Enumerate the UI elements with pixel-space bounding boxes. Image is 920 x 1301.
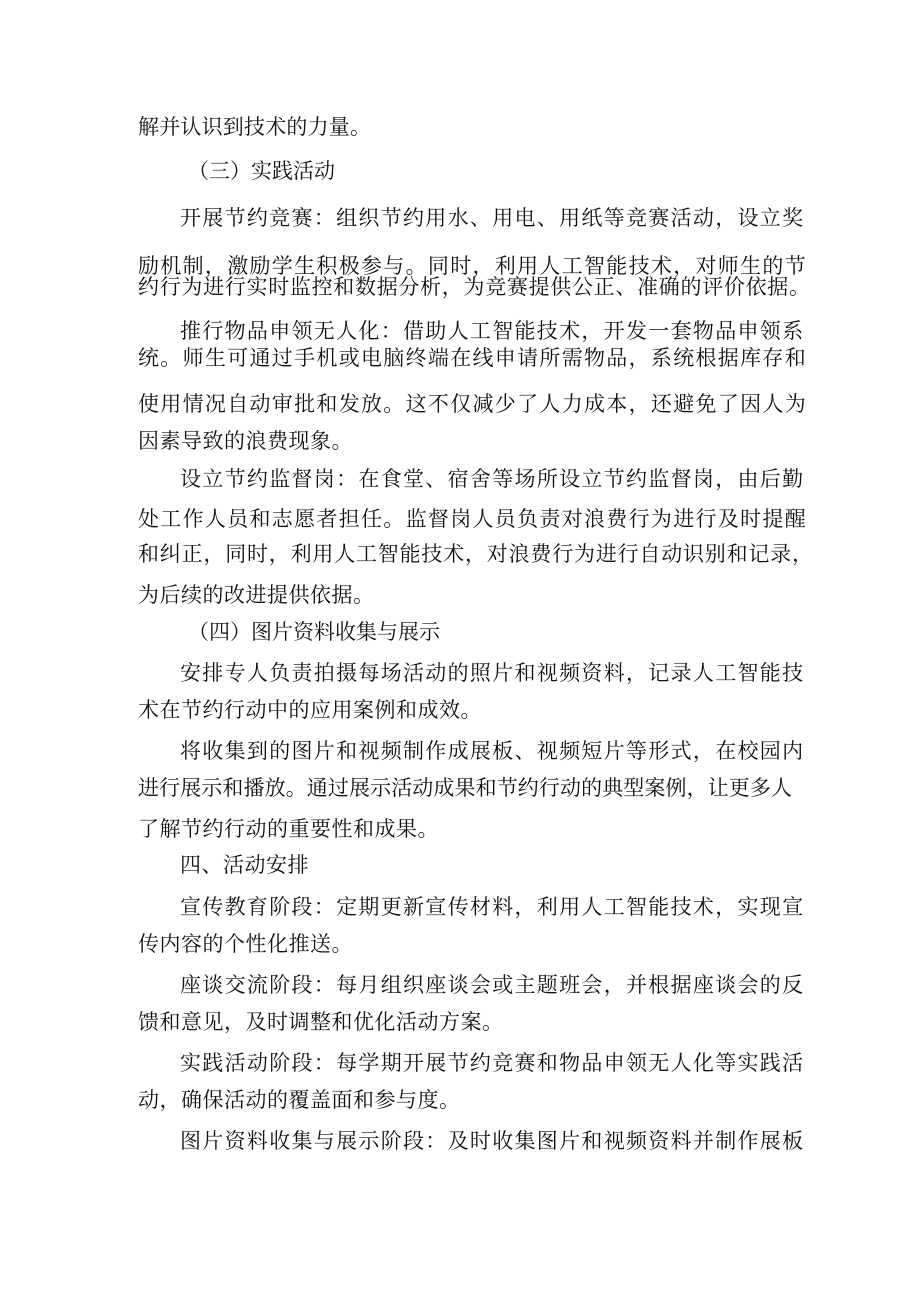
- text-line: 将收集到的图片和视频制作成展板、视频短片等形式，在校园内: [180, 739, 805, 763]
- text-line: 动，确保活动的覆盖面和参与度。: [138, 1088, 461, 1112]
- text-line: 了解节约行动的重要性和成果。: [138, 817, 439, 841]
- text-line: 推行物品申领无人化：借助人工智能技术，开发一套物品申领系: [180, 319, 805, 343]
- text-line: 座谈交流阶段：每月组织座谈会或主题班会，并根据座谈会的反: [180, 973, 805, 997]
- text-line: 使用情况自动审批和发放。这不仅减少了人力成本，还避免了因人为: [138, 392, 807, 416]
- text-line: 宣传教育阶段：定期更新宣传材料，利用人工智能技术，实现宣: [180, 895, 805, 919]
- text-line: 和纠正，同时，利用人工智能技术，对浪费行为进行自动识别和记录，: [138, 542, 814, 566]
- section-heading: （三）实践活动: [188, 159, 335, 183]
- text-line: 图片资料收集与展示阶段：及时收集图片和视频资料并制作展板: [180, 1129, 805, 1153]
- text-line: 设立节约监督岗：在食堂、宿舍等场所设立节约监督岗，由后勤: [180, 467, 805, 491]
- text-line: 为后续的改进提供依据。: [138, 583, 375, 607]
- text-line: 约行为进行实时监控和数据分析，为竞赛提供公正、准确的评价依据。: [138, 275, 811, 299]
- text-line: 励机制，激励学生积极参与。同时，利用人工智能技术，对师生的节: [138, 254, 807, 278]
- section-heading: （四）图片资料收集与展示: [188, 620, 440, 644]
- text-line: 实践活动阶段：每学期开展节约竞赛和物品申领无人化等实践活: [180, 1051, 805, 1075]
- text-line: 术在节约行动中的应用案例和成效。: [138, 698, 482, 722]
- text-line: 馈和意见，及时调整和优化活动方案。: [138, 1010, 504, 1034]
- text-line: 处工作人员和志愿者担任。监督岗人员负责对浪费行为进行及时提醒: [138, 507, 807, 531]
- text-line: 统。师生可通过手机或电脑终端在线申请所需物品，系统根据库存和: [138, 346, 807, 370]
- text-line: 传内容的个性化推送。: [138, 932, 353, 956]
- section-heading: 四、活动安排: [180, 853, 309, 877]
- text-line: 进行展示和播放。通过展示活动成果和节约行动的典型案例，让更多人: [138, 776, 793, 800]
- text-line: 因素导致的浪费现象。: [138, 429, 353, 453]
- text-line: 开展节约竞赛：组织节约用水、用电、用纸等竞赛活动，设立奖: [180, 206, 805, 230]
- text-line: 解并认识到技术的力量。: [138, 115, 372, 139]
- text-line: 安排专人负责拍摄每场活动的照片和视频资料，记录人工智能技: [180, 661, 805, 685]
